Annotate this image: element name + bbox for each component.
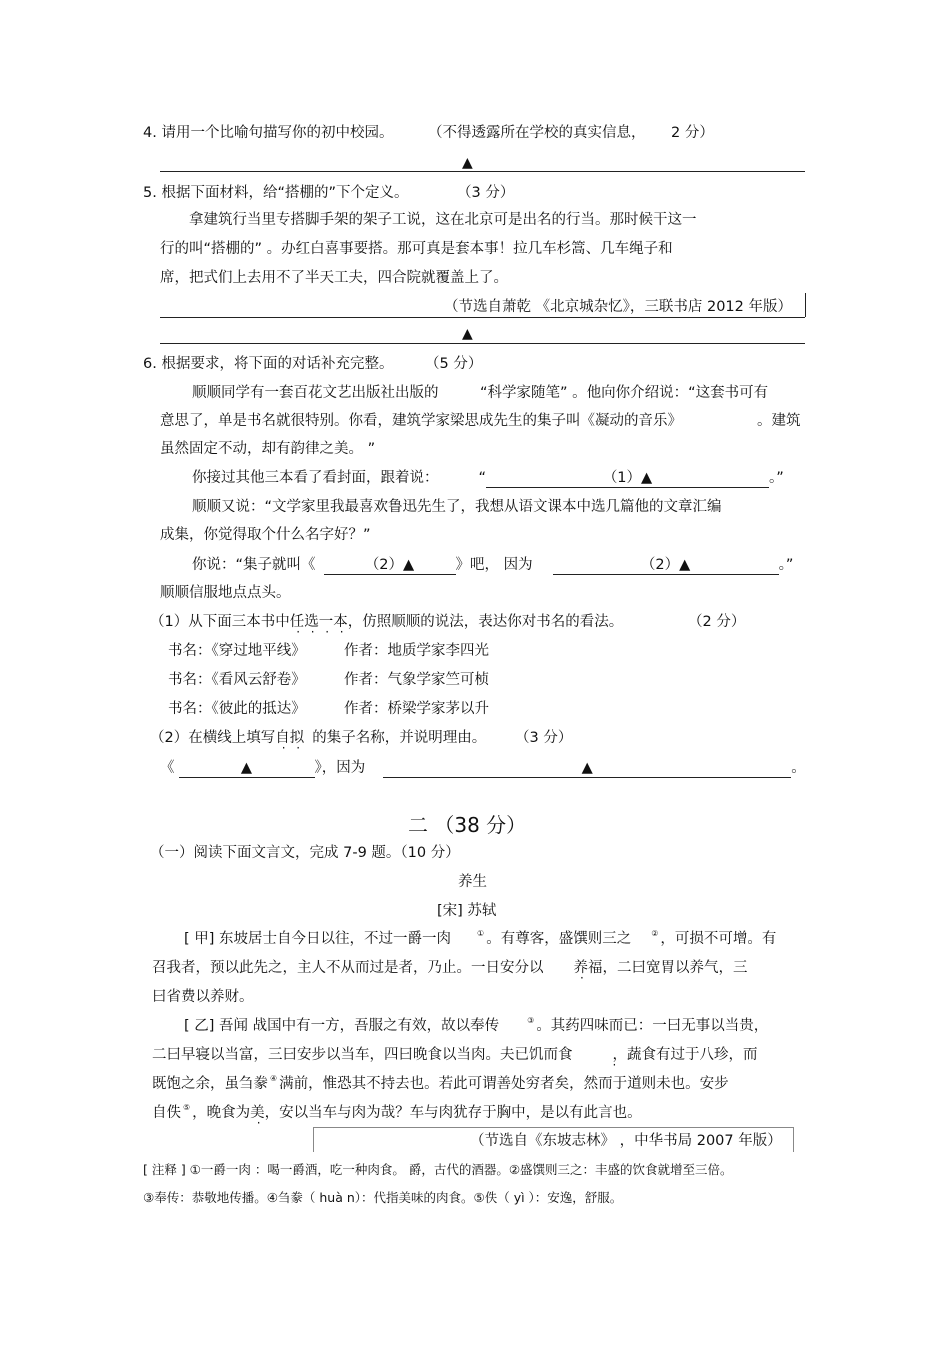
q4-note: （不得透露所在学校的真实信息， — [428, 125, 646, 141]
passage-title: 养生 — [458, 874, 487, 890]
book-author: 作者：桥梁学家茅以升 — [344, 701, 489, 717]
q6-sub2-score: （3 分） — [515, 730, 573, 746]
source-frame-right — [793, 1127, 794, 1152]
book-row: 书名：《穿过地平线》 — [168, 643, 306, 659]
q6-dialog-line-4: 你接过其他三本看了看封面，跟着说： “ （1）▲ 。” — [192, 470, 784, 486]
q6-dialog-line-7: 你说：“集子就叫《 （2）▲ 》吧， 因为 （2）▲ 。” — [192, 557, 794, 573]
q5-answer-marker: ▲ — [462, 326, 473, 342]
passage-author: [宋] 苏轼 — [437, 903, 497, 919]
annotation-line-1: [ 注释 ] ①一爵一肉 ：喝一爵酒，吃一种肉食。 爵，古代的酒器。②盛馔则三之：丰盛的饮食就增至三倍。 — [143, 1162, 733, 1177]
q6-dialog-line-8: 顺顺信服地点点头。 — [160, 585, 291, 601]
q6-prompt: 6. 根据要求，将下面的对话补充完整。 — [143, 356, 394, 372]
yi-line-3: 既饱之余，虽刍豢 ④ 满前，惟恐其不持去也。若此可谓善处穷者矣，然而于道则未也。安步 — [152, 1074, 729, 1092]
q6-sub2-prompt: （2）在横线上填写自拟 的集子名称，并说明理由。 — [150, 730, 487, 746]
q6-dialog-line-2b: 。建筑 — [757, 413, 801, 429]
q5-material-line-3: 席，把式们上去用不了半天工夫，四合院就覆盖上了。 — [160, 270, 508, 286]
passage-source: （节选自《东坡志林》 ，中华书局 2007 年版） — [470, 1133, 782, 1149]
book-row: 书名：《彼此的抵达》 — [168, 701, 306, 717]
section-intro: （一）阅读下面文言文，完成 7-9 题。（10 分） — [150, 845, 460, 861]
jia-line-3: 曰省费以养财。 — [152, 989, 254, 1005]
q5-material-line-2: 行的叫“搭棚的” 。办红白喜事要搭。那可真是套本事！拉几车杉篙、几车绳子和 — [160, 241, 673, 257]
blank-1[interactable]: （1）▲ — [486, 468, 769, 488]
q6-dialog-line-5: 顺顺又说：“文学家里我最喜欢鲁迅先生了，我想从语文课本中选几篇他的文章汇编 — [192, 499, 722, 515]
blank-title[interactable]: ▲ — [179, 758, 315, 778]
q5-source-bar — [805, 293, 806, 317]
book-row: 书名：《看风云舒卷》 — [168, 672, 306, 688]
q6-dialog-line-1a: 顺顺同学有一套百花文艺出版社出版的 — [192, 385, 439, 401]
q5-source-line — [160, 317, 805, 318]
q6-sub1-score: （2 分） — [688, 614, 746, 630]
blank-2[interactable]: （2）▲ — [324, 555, 456, 575]
q5-material-line-1: 拿建筑行当里专搭脚手架的架子工说，这在北京可是出名的行当。那时候干这一 — [189, 212, 697, 228]
source-frame-left — [313, 1127, 314, 1152]
q6-sub1-prompt: （1）从下面三本书中任选一本，仿照顺顺的说法，表达你对书名的看法。 — [150, 614, 624, 630]
source-frame-top — [313, 1127, 793, 1128]
q6-sub2-answer: 《 ▲ 》，因为 ▲ 。 — [160, 760, 806, 776]
book-author: 作者：气象学家竺可桢 — [344, 672, 489, 688]
q5-prompt: 5. 根据下面材料，给“搭棚的”下个定义。 — [143, 185, 409, 201]
jia-line-2: 召我者，预以此先之，主人不从而过是者，乃止。一日安分以 养福，二曰宽胃以养气，三 — [152, 960, 748, 976]
q6-dialog-line-3: 虽然固定不动，却有韵律之美。 ” — [160, 441, 376, 457]
q5-score: （3 分） — [457, 185, 515, 201]
blank-3[interactable]: （2）▲ — [553, 555, 779, 575]
q6-dialog-line-1b: “科学家随笔” 。他向你介绍说：“这套书可有 — [480, 385, 769, 401]
q4-answer-line — [160, 171, 805, 172]
q4-answer-marker: ▲ — [462, 155, 473, 171]
q4-score: 2 分） — [671, 125, 714, 141]
q6-dialog-line-6: 成集，你觉得取个什么名字好？” — [160, 527, 371, 543]
yi-line-4: 自佚 ⑤ ，晚食为美，安以当车与肉为哉？车与肉犹存于胸中，是以有此言也。 — [152, 1103, 642, 1121]
q6-score: （5 分） — [425, 356, 483, 372]
jia-line-1: [ 甲] 东坡居士自今日以往，不过一爵一肉 ① 。有尊客，盛馔则三之 ② ，可损不可增。有 — [184, 929, 777, 947]
book-author: 作者：地质学家李四光 — [344, 643, 489, 659]
blank-reason[interactable]: ▲ — [383, 758, 791, 778]
yi-line-2: 二曰早寝以当富，三曰安步以当车，四曰晚食以当肉。夫已饥而食 ，蔬食有过于八珍，而 — [152, 1047, 758, 1063]
q4-prompt: 4. 请用一个比喻句描写你的初中校园。 — [143, 125, 394, 141]
q5-source: （节选自萧乾 《北京城杂忆》，三联书店 2012 年版） — [444, 299, 792, 315]
annotation-line-2: ③奉传：恭敬地传播。④刍豢（ huà n）：代指美味的肉食。⑤佚（ yì ）：安逸，舒服。 — [143, 1190, 623, 1205]
q5-answer-line — [160, 343, 805, 344]
section-heading: 二 （38 分） — [408, 813, 527, 837]
q6-dialog-line-2a: 意思了，单是书名就很特别。你看，建筑学家梁思成先生的集子叫《凝动的音乐》 — [160, 413, 682, 429]
yi-line-1: [ 乙] 吾闻 战国中有一方，吾服之有效，故以奉传 ③ 。其药四味而已：一曰无事以当贵， — [184, 1016, 769, 1034]
